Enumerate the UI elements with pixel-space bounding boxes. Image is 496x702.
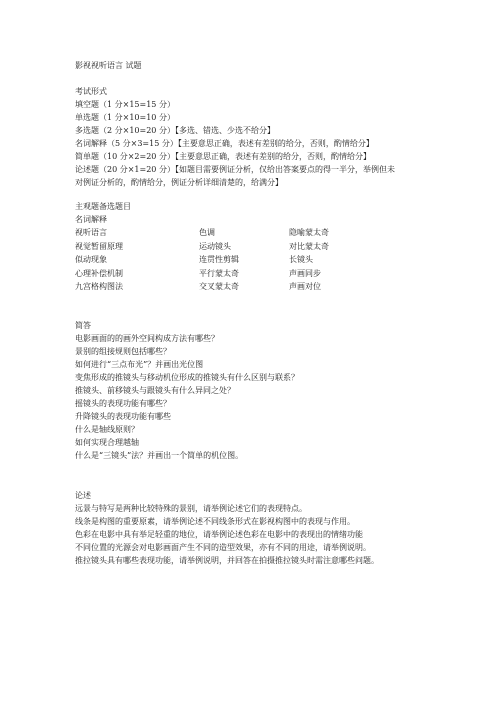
term-cell: 长镜头 [289, 255, 313, 264]
exam-format-line: 单选题（1 分×10=10 分） [75, 113, 175, 122]
term-cell: 心理补偿机制 [75, 268, 123, 278]
term-cell: 视觉暂留原理 [75, 241, 123, 251]
essay-question: 推拉镜头具有哪些表现功能，请举例说明，并回答在拍摄推拉镜头时需注意哪些问题。 [75, 556, 379, 565]
short-answer-question: 变焦形成的推镜头与移动机位形成的推镜头有什么区别与联系？ [75, 373, 299, 382]
short-answer-question: 升降镜头的表现功能有哪些 [75, 412, 171, 421]
short-answer-question: 景别的组接规则包括哪些？ [75, 347, 171, 356]
term-cell: 连贯性剪辑 [199, 255, 239, 264]
terms-row [75, 267, 369, 281]
topics-heading: 主观题备选题目 [75, 202, 131, 211]
exam-format-line: 多选题（2 分×10=20 分）【多选、错选、少选不给分】 [75, 126, 275, 135]
term-cell: 交叉蒙太奇 [199, 282, 239, 291]
essay-question: 不同位置的光源会对电影画面产生不同的造型效果，亦有不同的用途，请举例说明。 [75, 543, 371, 552]
essay-question: 线条是构图的重要原素，请举例论述不同线条形式在影视构图中的表现与作用。 [75, 517, 355, 526]
essay-question: 色彩在电影中具有举足轻重的地位，请举例论述色彩在电影中的表现出的情绪功能 [75, 530, 363, 539]
term-cell: 运动镜头 [199, 241, 231, 251]
terms-table [75, 226, 369, 294]
short-answer-question: 摇镜头的表现功能有哪些？ [75, 399, 171, 408]
short-answer-question: 如何进行“三点布光”？并画出光位图 [75, 360, 204, 369]
terms-row [75, 240, 369, 254]
short-answer-question: 什么是轴线原则？ [75, 425, 139, 434]
terms-subheading: 名词解释 [75, 215, 107, 224]
term-cell: 色调 [199, 228, 215, 237]
term-cell: 对比蒙太奇 [289, 241, 329, 251]
exam-format-line: 论述题（20 分×1=20 分）【如题目需要例证分析，仅给出答案要点的得一半分，举例但未 [75, 165, 395, 174]
exam-format-line: 对例证分析的，酌情给分，例证分析详细清楚的，给满分】 [75, 178, 283, 187]
essay-heading: 论述 [75, 491, 91, 500]
term-cell: 隐喻蒙太奇 [289, 228, 329, 237]
term-cell: 声画对位 [289, 282, 321, 291]
exam-format-line: 填空题（1 分×15=15 分） [75, 100, 175, 109]
short-answer-question: 推镜头、前移镜头与跟镜头有什么异同之处？ [75, 386, 235, 395]
exam-format-line: 名词解释（5 分×3=15 分）【主要意思正确，表述有差别的给分，否则，酌情给分】 [75, 139, 374, 148]
term-cell: 声画同步 [289, 268, 321, 278]
term-cell: 似动现象 [75, 255, 107, 264]
essay-question: 远景与特写是两种比较特殊的景别，请举例论述它们的表现特点。 [75, 504, 307, 513]
exam-format-line: 简单题（10 分×2=20 分）【主要意思正确，表述有差别的给分，否则，酌情给分】 [75, 152, 371, 161]
terms-row [75, 253, 369, 267]
terms-row [75, 226, 369, 240]
document-title: 影视视听语言 试题 [75, 61, 142, 70]
term-cell: 视听语言 [75, 228, 107, 237]
short-answer-question: 如何实现合理越轴 [75, 438, 139, 447]
short-answer-question: 什么是“三镜头”法？并画出一个简单的机位图。 [75, 451, 244, 460]
term-cell: 九宫格构图法 [75, 282, 123, 291]
short-answer-heading: 简答 [75, 321, 91, 330]
exam-format-heading: 考试形式 [75, 87, 107, 96]
short-answer-question: 电影画面的的画外空间构成方法有哪些？ [75, 334, 219, 343]
term-cell: 平行蒙太奇 [199, 268, 239, 278]
terms-row [75, 280, 369, 294]
